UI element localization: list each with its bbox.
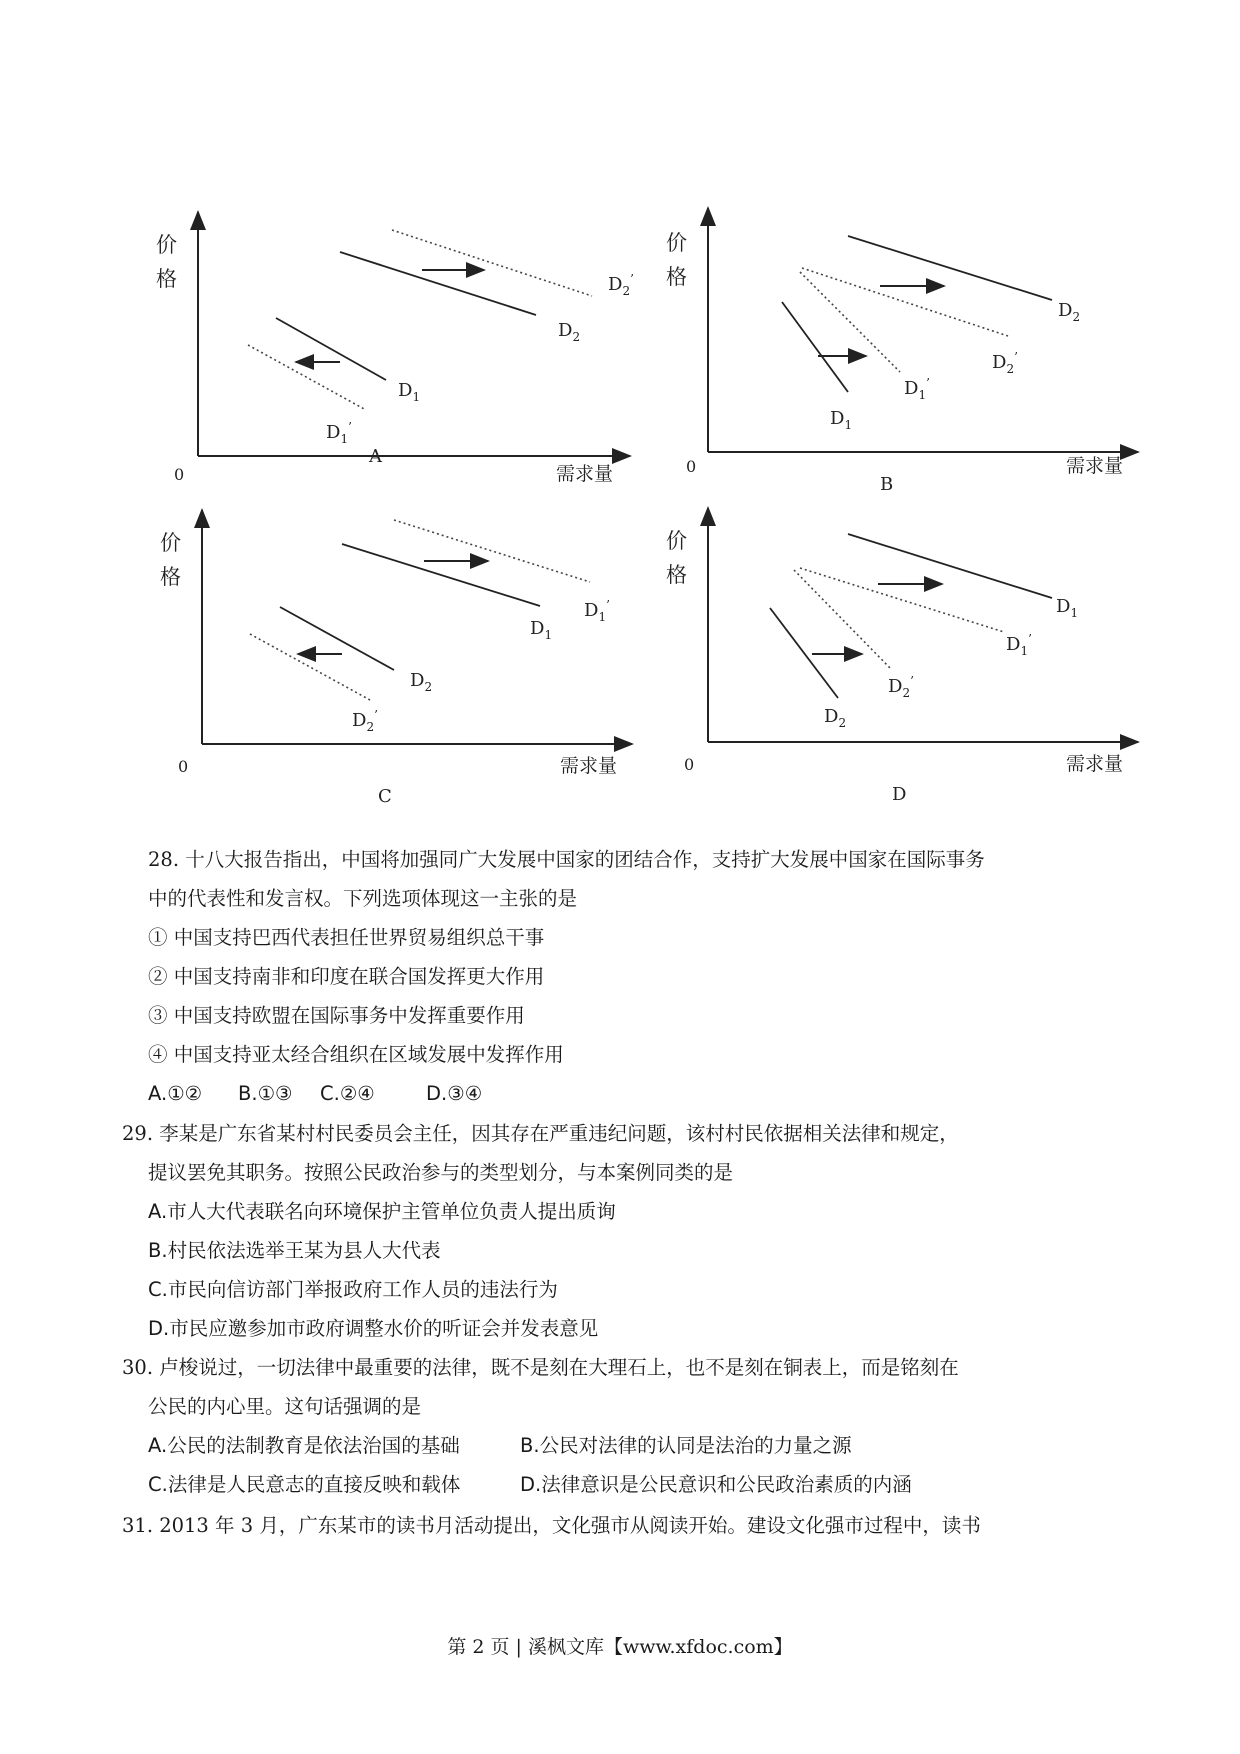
curve-d1 bbox=[276, 318, 386, 380]
quantity-label: 需求量 bbox=[560, 755, 618, 777]
price-label-1: 价 bbox=[666, 231, 687, 255]
panel-c bbox=[160, 510, 632, 807]
curve-d2 bbox=[848, 236, 1052, 300]
label-d2: $D_2$ bbox=[558, 320, 581, 344]
price-label-2: 格 bbox=[160, 565, 181, 589]
option-row-1 bbox=[148, 1426, 1108, 1465]
choice-b: B.①③ bbox=[238, 1082, 293, 1105]
curve-d2 bbox=[340, 252, 536, 315]
label-d1: $D_1$ bbox=[830, 408, 853, 432]
choice-row bbox=[148, 1074, 1108, 1113]
curve-d2 bbox=[280, 607, 394, 670]
option-d: D.市民应邀参加市政府调整水价的听证会并发表意见 bbox=[148, 1317, 599, 1340]
option-d: D.法律意识是公民意识和公民政治素质的内涵 bbox=[520, 1473, 912, 1496]
origin-label: 0 bbox=[178, 757, 189, 776]
label-d1-prime: $D_1^’$ bbox=[584, 598, 610, 624]
question-stem-line-1: 29. 李某是广东省某村村民委员会主任，因其存在严重违纪问题，该村村民依据相关法律和规定， bbox=[122, 1122, 959, 1145]
question-30 bbox=[122, 1348, 1108, 1504]
question-stem-line-2: 公民的内心里。这句话强调的是 bbox=[148, 1395, 422, 1418]
label-d2-prime: $D_2^’$ bbox=[352, 708, 378, 734]
panel-a bbox=[156, 212, 634, 485]
label-d2-prime: $D_2^’$ bbox=[888, 674, 914, 700]
price-label-2: 格 bbox=[156, 267, 177, 291]
curve-d1-prime bbox=[248, 345, 366, 410]
label-d2-prime: $D_2^’$ bbox=[992, 350, 1018, 376]
option-c: C.市民向信访部门举报政府工作人员的违法行为 bbox=[148, 1278, 558, 1301]
curve-d1-prime bbox=[394, 520, 590, 582]
option-a: A.市人大代表联名向环境保护主管单位负责人提出质询 bbox=[148, 1200, 616, 1223]
quantity-label: 需求量 bbox=[1066, 753, 1124, 775]
price-label-1: 价 bbox=[666, 529, 687, 553]
question-29 bbox=[122, 1114, 1108, 1348]
price-label-1: 价 bbox=[156, 233, 177, 257]
curve-d1 bbox=[848, 534, 1052, 598]
panel-letter: C bbox=[378, 786, 392, 807]
question-stem-line-1: 31. 2013 年 3 月，广东某市的读书月活动提出，文化强市从阅读开始。建设文化强市过程中，读书 bbox=[122, 1514, 981, 1537]
label-d2: $D_2$ bbox=[1058, 300, 1081, 324]
quantity-label: 需求量 bbox=[556, 463, 614, 485]
question-31 bbox=[122, 1506, 1108, 1545]
origin-label: 0 bbox=[174, 465, 185, 484]
page-footer: 第 2 页 | 溪枫文库【www.xfdoc.com】 bbox=[447, 1636, 793, 1658]
panel-d bbox=[666, 508, 1138, 805]
quantity-label: 需求量 bbox=[1066, 455, 1124, 477]
label-d2: $D_2$ bbox=[410, 670, 433, 694]
label-d1-prime: $D_1^’$ bbox=[326, 420, 352, 446]
question-stem-line-1: 30. 卢梭说过，一切法律中最重要的法律，既不是刻在大理石上，也不是刻在铜表上，而是铭刻在 bbox=[122, 1356, 959, 1379]
price-label-1: 价 bbox=[160, 531, 181, 555]
option-b: B.公民对法律的认同是法治的力量之源 bbox=[520, 1434, 852, 1457]
panel-letter: B bbox=[880, 474, 894, 495]
origin-label: 0 bbox=[686, 457, 697, 476]
label-d1: $D_1$ bbox=[1056, 596, 1079, 620]
option-c: C.法律是人民意志的直接反映和载体 bbox=[148, 1473, 461, 1496]
option-b: B.村民依法选举王某为县人大代表 bbox=[148, 1239, 441, 1262]
question-28 bbox=[148, 840, 1108, 1113]
curve-d2-prime bbox=[392, 230, 592, 296]
label-d2-prime: $D_2^’$ bbox=[608, 272, 634, 298]
option-a: A.公民的法制教育是依法治国的基础 bbox=[148, 1434, 460, 1457]
question-stem-line-2: 中的代表性和发言权。下列选项体现这一主张的是 bbox=[148, 887, 578, 910]
panel-letter: D bbox=[892, 784, 907, 805]
price-label-2: 格 bbox=[666, 265, 687, 289]
curve-d1-prime bbox=[800, 568, 1004, 632]
panel-letter: A bbox=[369, 446, 382, 467]
choice-c: C.②④ bbox=[320, 1082, 375, 1105]
statement-4: ④ 中国支持亚太经合组织在区域发展中发挥作用 bbox=[148, 1043, 564, 1066]
demand-curve-figure bbox=[0, 0, 1240, 830]
curve-d2-prime bbox=[250, 634, 370, 700]
label-d1: $D_1$ bbox=[398, 380, 421, 404]
choice-d: D.③④ bbox=[426, 1082, 483, 1105]
origin-label: 0 bbox=[684, 755, 695, 774]
curve-d2-prime bbox=[802, 268, 1008, 336]
price-label-2: 格 bbox=[666, 563, 687, 587]
curve-d1 bbox=[782, 302, 848, 392]
label-d1-prime: $D_1^’$ bbox=[1006, 632, 1032, 658]
choice-a: A.①② bbox=[148, 1082, 203, 1105]
statement-1: ① 中国支持巴西代表担任世界贸易组织总干事 bbox=[148, 926, 545, 949]
label-d2: $D_2$ bbox=[824, 706, 847, 730]
curve-d1 bbox=[342, 544, 540, 606]
option-row-2 bbox=[148, 1465, 1108, 1504]
statement-2: ② 中国支持南非和印度在联合国发挥更大作用 bbox=[148, 965, 545, 988]
question-stem-line-2: 提议罢免其职务。按照公民政治参与的类型划分，与本案例同类的是 bbox=[148, 1161, 734, 1184]
panel-b bbox=[666, 208, 1138, 495]
label-d1-prime: $D_1^’$ bbox=[904, 376, 930, 402]
question-stem-line-1: 28. 十八大报告指出，中国将加强同广大发展中国家的团结合作，支持扩大发展中国家在国际事务 bbox=[148, 848, 985, 871]
label-d1: $D_1$ bbox=[530, 618, 553, 642]
statement-3: ③ 中国支持欧盟在国际事务中发挥重要作用 bbox=[148, 1004, 525, 1027]
